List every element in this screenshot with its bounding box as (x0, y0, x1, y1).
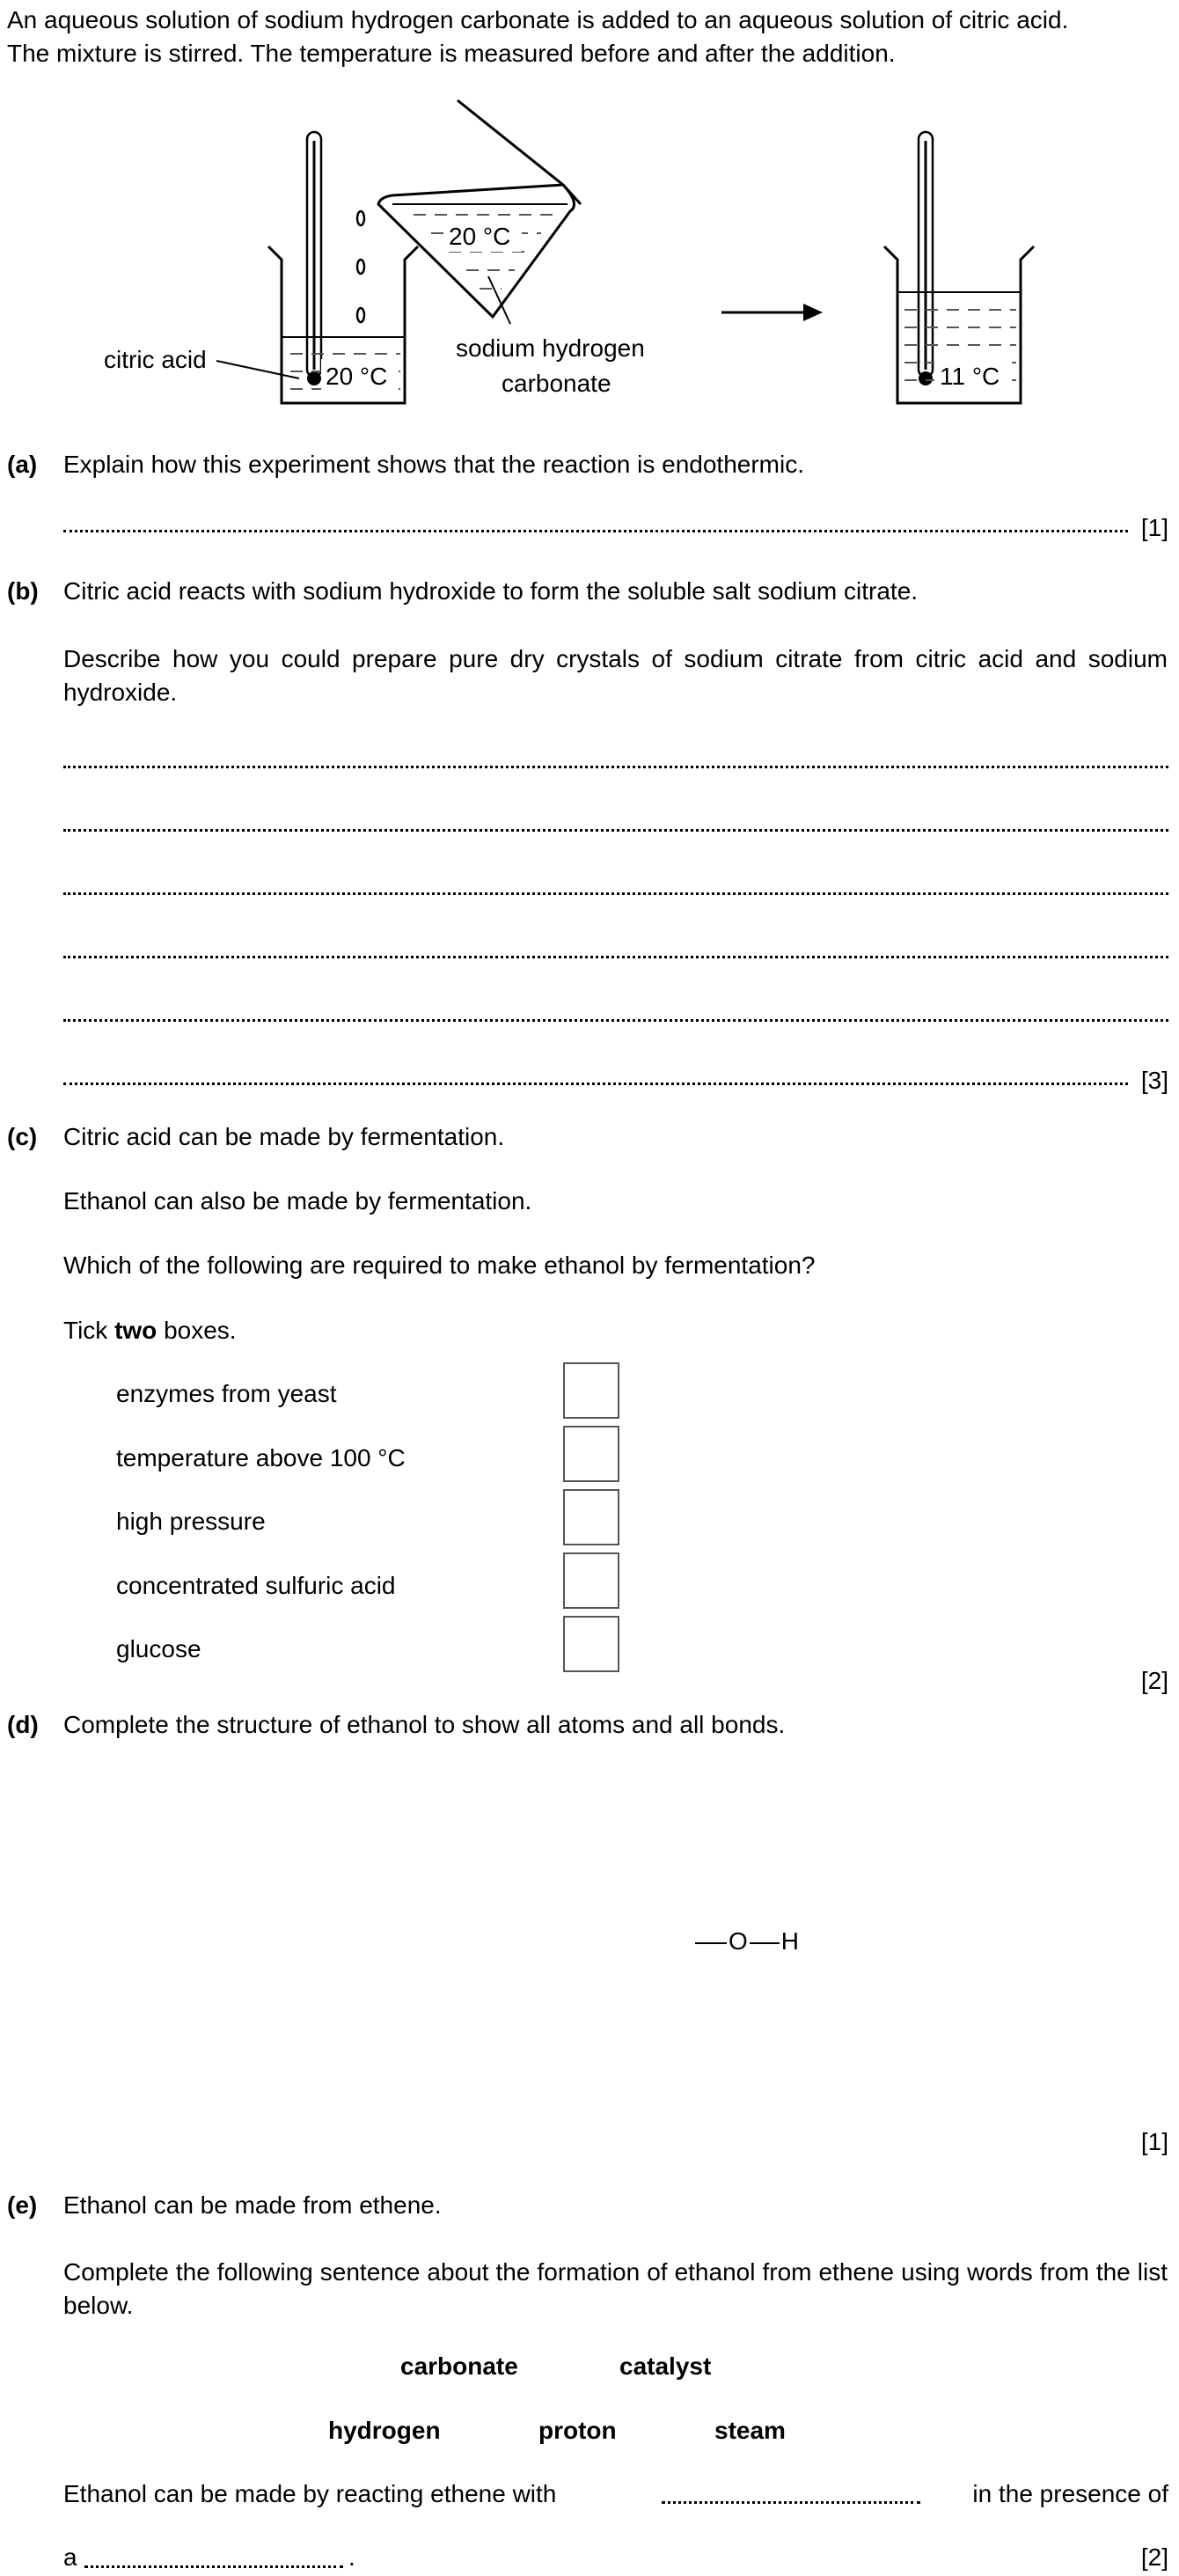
part-a-label: (a) (7, 451, 38, 478)
hydrogen-atom: H (780, 1927, 800, 1955)
part-c-label: (c) (7, 1123, 38, 1150)
tick-suffix: boxes. (157, 1317, 237, 1344)
part-a-question: Explain how this experiment shows that the reaction is endothermic. (63, 451, 804, 478)
part-b-answer-line-5[interactable] (63, 994, 1168, 1022)
part-c-question: Which of the following are required to make ethanol by fermentation? (63, 1251, 816, 1279)
part-d-marks: [1] (1140, 2128, 1168, 2155)
citric-acid-label: citric acid (104, 346, 207, 373)
part-e-sentence-start: Ethanol can be made by reacting ethene with (63, 2480, 557, 2507)
beaker-2-temperature: 11 °C (940, 363, 1000, 390)
word-steam: steam (714, 2417, 786, 2444)
experiment-diagram (0, 88, 1179, 422)
word-proton: proton (538, 2417, 617, 2444)
part-e-sentence-end: . (348, 2543, 355, 2571)
oxygen-atom: O (729, 1927, 748, 1955)
part-e-instruction: Complete the following sentence about the formation of ethanol from ethene using words from the list below. (63, 2258, 1168, 2319)
tick-prefix: Tick (63, 1317, 115, 1344)
part-d-question: Complete the structure of ethanol to show all atoms and all bonds. (63, 1711, 786, 1738)
option-label-sulfuric-acid: concentrated sulfuric acid (116, 1572, 396, 1599)
droplet (357, 211, 364, 225)
word-hydrogen: hydrogen (328, 2417, 441, 2444)
part-c-tick-instruction (63, 1317, 237, 1345)
part-b-instruction: Describe how you could prepare pure dry crystals of sodium citrate from citric acid and sodium hydroxide. (63, 645, 1168, 706)
ethanol-partial-structure[interactable] (695, 1927, 799, 1956)
part-b-answer-line-2[interactable] (63, 804, 1168, 832)
beaker-1-temperature: 20 °C (326, 363, 388, 390)
part-e-marks: [2] (1140, 2543, 1168, 2571)
reaction-arrow (721, 304, 823, 321)
option-label-temperature: temperature above 100 °C (116, 1444, 406, 1471)
word-catalyst: catalyst (619, 2352, 712, 2380)
tickbox-enzymes[interactable] (563, 1362, 619, 1419)
word-carbonate: carbonate (400, 2352, 518, 2380)
part-b-answer-line-6[interactable] (63, 1058, 1128, 1085)
tick-count: two (114, 1317, 157, 1344)
part-a-answer-line[interactable] (63, 505, 1128, 532)
droplet (357, 308, 364, 322)
part-c-line-2: Ethanol can also be made by fermentation. (63, 1187, 532, 1215)
sodium-hydrogen-carbonate-vessel (378, 100, 575, 317)
part-b-answer-line-1[interactable] (63, 741, 1168, 768)
intro-text (7, 4, 1068, 70)
tickbox-sulfuric-acid[interactable] (563, 1552, 619, 1609)
bond-line (695, 1942, 727, 1944)
part-e-sentence-a: a (63, 2543, 77, 2571)
part-e-label: (e) (7, 2191, 38, 2219)
option-label-glucose: glucose (116, 1635, 201, 1662)
part-b-label: (b) (7, 577, 39, 605)
tickbox-pressure[interactable] (563, 1489, 619, 1545)
part-a-marks: [1] (1140, 514, 1168, 541)
nahco3-label-line-1: sodium hydrogen (456, 334, 645, 362)
tickbox-glucose[interactable] (563, 1616, 619, 1672)
part-c-marks: [2] (1140, 1667, 1168, 1694)
part-b-question: Citric acid reacts with sodium hydroxide to form the soluble salt sodium citrate. (63, 577, 919, 605)
tickbox-temperature[interactable] (563, 1426, 619, 1482)
part-b-answer-line-4[interactable] (63, 931, 1168, 958)
part-b-answer-line-3[interactable] (63, 868, 1168, 895)
bond-line (750, 1942, 780, 1944)
funnel-temperature: 20 °C (449, 223, 511, 250)
option-label-enzymes: enzymes from yeast (116, 1380, 337, 1407)
part-e-sentence-middle: in the presence of (972, 2480, 1168, 2507)
nahco3-label-line-2: carbonate (502, 370, 611, 397)
intro-line-1: An aqueous solution of sodium hydrogen carbonate is added to an aqueous solution of citric acid. (7, 6, 1069, 33)
blank-1-answer[interactable] (662, 2482, 920, 2504)
part-c-line-1: Citric acid can be made by fermentation. (63, 1123, 505, 1150)
part-e-line-1: Ethanol can be made from ethene. (63, 2191, 442, 2219)
blank-2-answer[interactable] (84, 2546, 343, 2568)
droplet (357, 260, 364, 274)
part-b-marks: [3] (1140, 1067, 1168, 1094)
part-d-label: (d) (7, 1711, 39, 1738)
intro-line-2: The mixture is stirred. The temperature is measured before and after the addition. (7, 40, 896, 67)
option-label-pressure: high pressure (116, 1508, 266, 1535)
